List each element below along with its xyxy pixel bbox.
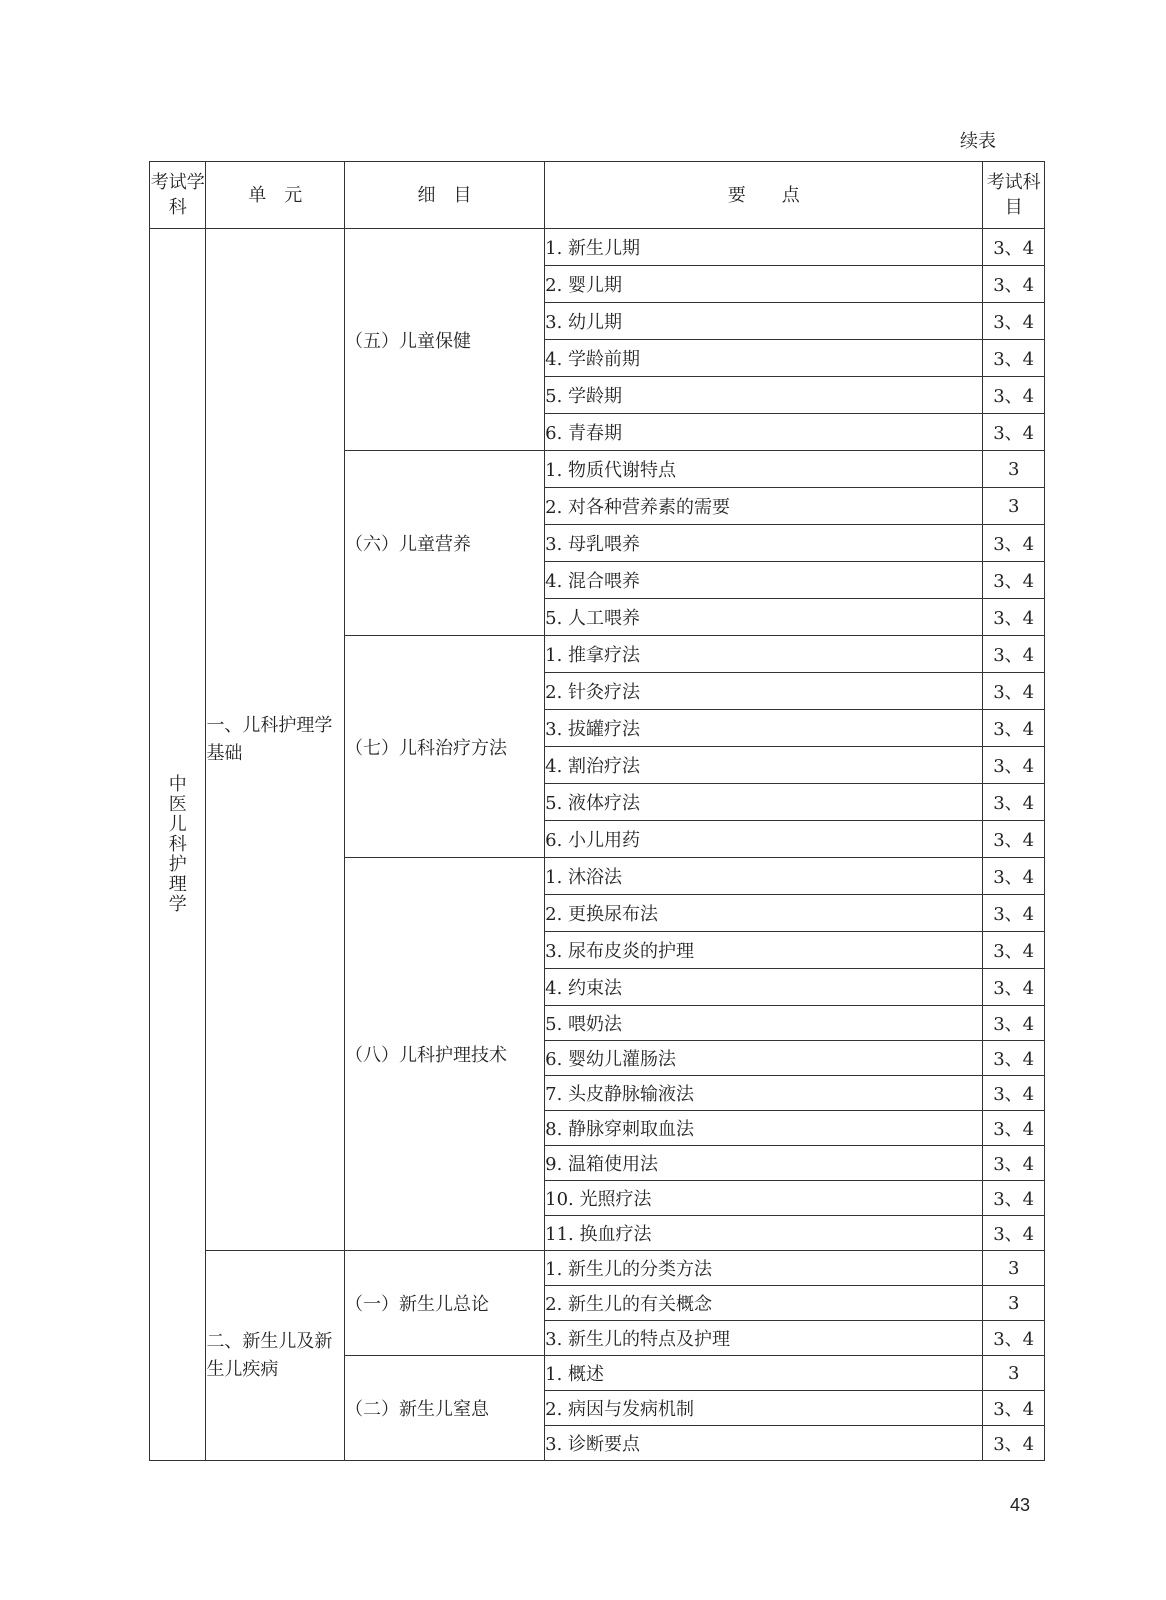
point-cell: 6. 婴幼儿灌肠法 <box>545 1041 983 1076</box>
code-cell: 3、4 <box>983 969 1045 1006</box>
code-cell: 3、4 <box>983 377 1045 414</box>
code-cell: 3、4 <box>983 1111 1045 1146</box>
syllabus-table <box>149 161 1045 1461</box>
header-row <box>150 162 1045 229</box>
point-cell: 1. 概述 <box>545 1356 983 1391</box>
point-cell: 1. 物质代谢特点 <box>545 451 983 488</box>
table-row <box>150 229 1045 266</box>
code-cell: 3、4 <box>983 747 1045 784</box>
code-cell: 3、4 <box>983 1146 1045 1181</box>
point-cell: 4. 混合喂养 <box>545 562 983 599</box>
code-cell: 3、4 <box>983 229 1045 266</box>
detail-cell: （二）新生儿窒息 <box>344 1356 544 1461</box>
header-detail: 细 目 <box>344 162 544 229</box>
code-cell: 3、4 <box>983 858 1045 895</box>
point-cell: 2. 婴儿期 <box>545 266 983 303</box>
code-cell: 3 <box>983 451 1045 488</box>
code-cell: 3、4 <box>983 340 1045 377</box>
point-cell: 9. 温箱使用法 <box>545 1146 983 1181</box>
code-cell: 3、4 <box>983 599 1045 636</box>
code-cell: 3、4 <box>983 932 1045 969</box>
code-cell: 3、4 <box>983 1076 1045 1111</box>
code-cell: 3、4 <box>983 414 1045 451</box>
point-cell: 2. 针灸疗法 <box>545 673 983 710</box>
code-cell: 3、4 <box>983 784 1045 821</box>
point-cell: 10. 光照疗法 <box>545 1181 983 1216</box>
point-cell: 1. 推拿疗法 <box>545 636 983 673</box>
code-cell: 3、4 <box>983 895 1045 932</box>
code-cell: 3、4 <box>983 1006 1045 1041</box>
code-cell: 3、4 <box>983 636 1045 673</box>
point-cell: 2. 新生儿的有关概念 <box>545 1286 983 1321</box>
subject-cell <box>150 229 206 1461</box>
continued-table-label: 续表 <box>960 131 996 152</box>
point-cell: 3. 幼儿期 <box>545 303 983 340</box>
point-cell: 1. 沐浴法 <box>545 858 983 895</box>
unit-cell: 一、儿科护理学基础 <box>206 229 345 1251</box>
detail-cell: （八）儿科护理技术 <box>344 858 544 1251</box>
point-cell: 2. 病因与发病机制 <box>545 1391 983 1426</box>
point-cell: 3. 新生儿的特点及护理 <box>545 1321 983 1356</box>
code-cell: 3、4 <box>983 1181 1045 1216</box>
point-cell: 3. 母乳喂养 <box>545 525 983 562</box>
code-cell: 3 <box>983 1356 1045 1391</box>
code-cell: 3、4 <box>983 821 1045 858</box>
point-cell: 8. 静脉穿刺取血法 <box>545 1111 983 1146</box>
header-point: 要 点 <box>545 162 983 229</box>
code-cell: 3 <box>983 488 1045 525</box>
code-cell: 3、4 <box>983 1216 1045 1251</box>
point-cell: 1. 新生儿期 <box>545 229 983 266</box>
code-cell: 3、4 <box>983 673 1045 710</box>
point-cell: 5. 液体疗法 <box>545 784 983 821</box>
header-unit: 单 元 <box>206 162 345 229</box>
point-cell: 11. 换血疗法 <box>545 1216 983 1251</box>
point-cell: 5. 学龄期 <box>545 377 983 414</box>
code-cell: 3、4 <box>983 525 1045 562</box>
code-cell: 3、4 <box>983 562 1045 599</box>
point-cell: 6. 小儿用药 <box>545 821 983 858</box>
point-cell: 7. 头皮静脉输液法 <box>545 1076 983 1111</box>
code-cell: 3、4 <box>983 1391 1045 1426</box>
point-cell: 3. 拔罐疗法 <box>545 710 983 747</box>
point-cell: 4. 割治疗法 <box>545 747 983 784</box>
code-cell: 3 <box>983 1251 1045 1286</box>
detail-cell: （一）新生儿总论 <box>344 1251 544 1356</box>
subject-label: 中医儿科护理学 <box>168 773 187 915</box>
code-cell: 3、4 <box>983 266 1045 303</box>
header-code: 考试科目 <box>983 162 1045 229</box>
detail-cell: （六）儿童营养 <box>344 451 544 636</box>
code-cell: 3、4 <box>983 710 1045 747</box>
unit-cell: 二、新生儿及新生儿疾病 <box>206 1251 345 1461</box>
point-cell: 2. 对各种营养素的需要 <box>545 488 983 525</box>
point-cell: 5. 人工喂养 <box>545 599 983 636</box>
code-cell: 3 <box>983 1286 1045 1321</box>
point-cell: 2. 更换尿布法 <box>545 895 983 932</box>
page-number: 43 <box>1010 1495 1031 1515</box>
table-row <box>150 1251 1045 1286</box>
code-cell: 3、4 <box>983 1041 1045 1076</box>
code-cell: 3、4 <box>983 1426 1045 1461</box>
point-cell: 4. 学龄前期 <box>545 340 983 377</box>
point-cell: 3. 诊断要点 <box>545 1426 983 1461</box>
code-cell: 3、4 <box>983 1321 1045 1356</box>
detail-cell: （五）儿童保健 <box>344 229 544 451</box>
point-cell: 5. 喂奶法 <box>545 1006 983 1041</box>
detail-cell: （七）儿科治疗方法 <box>344 636 544 858</box>
code-cell: 3、4 <box>983 303 1045 340</box>
header-subject: 考试学科 <box>150 162 206 229</box>
point-cell: 1. 新生儿的分类方法 <box>545 1251 983 1286</box>
point-cell: 6. 青春期 <box>545 414 983 451</box>
point-cell: 4. 约束法 <box>545 969 983 1006</box>
point-cell: 3. 尿布皮炎的护理 <box>545 932 983 969</box>
